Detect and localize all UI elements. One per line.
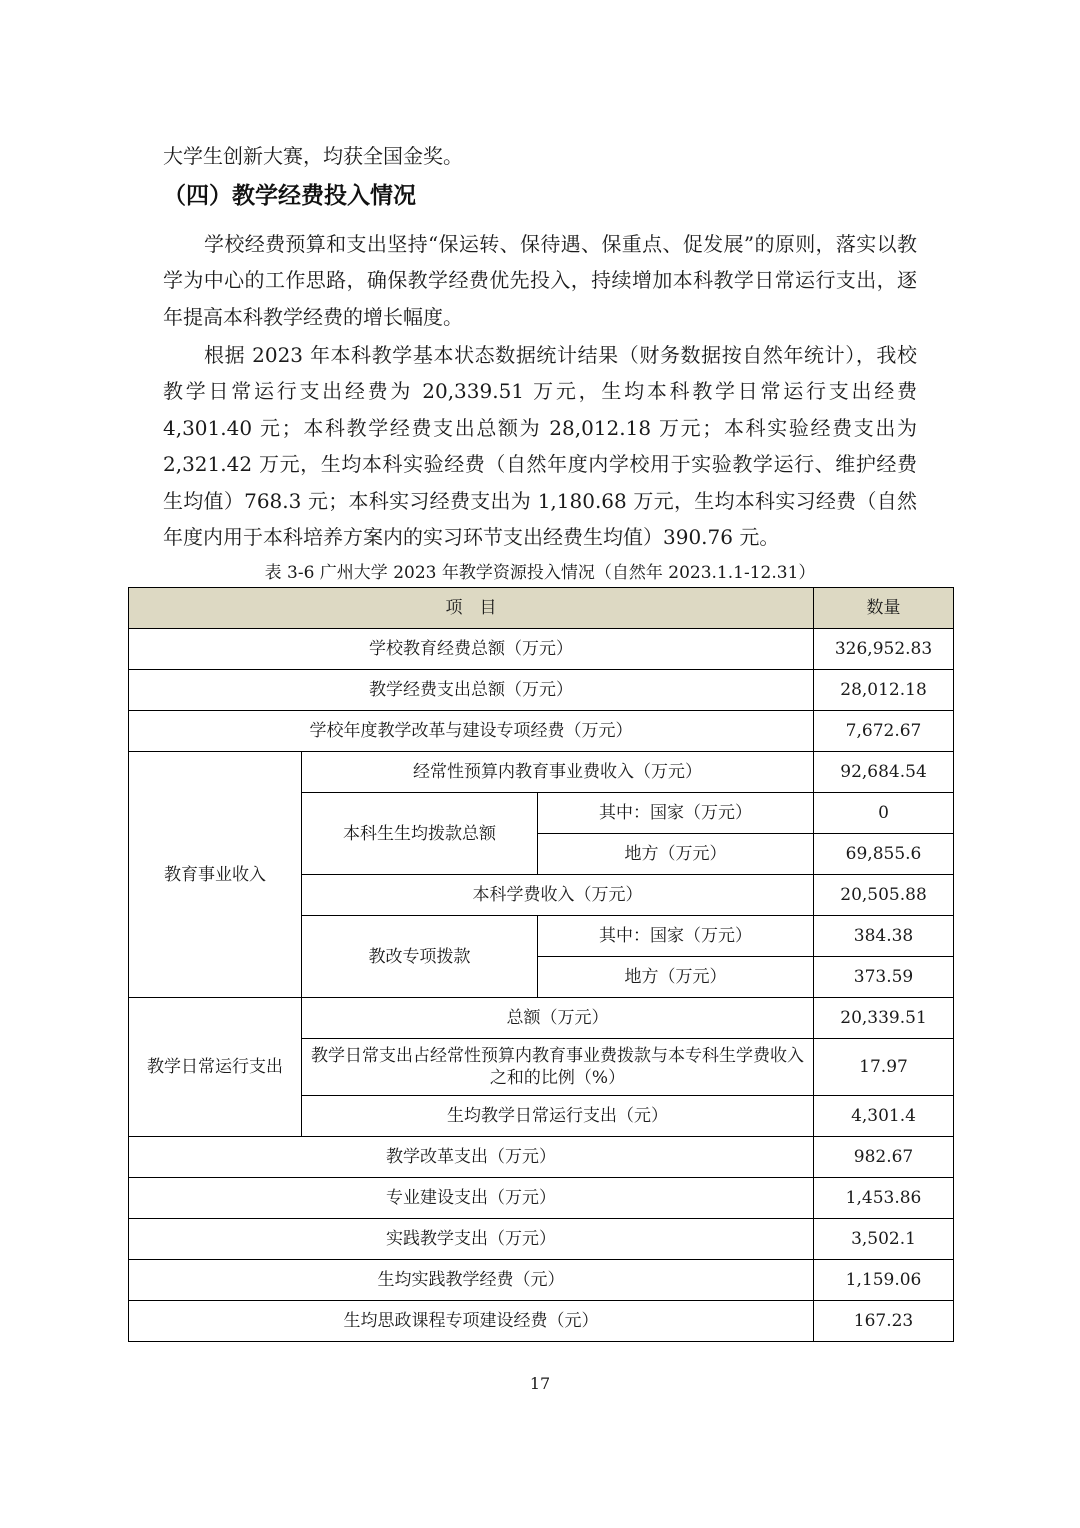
- resource-table: [128, 587, 954, 1342]
- row-value: 3,502.1: [814, 1219, 954, 1260]
- table-row: [129, 1137, 954, 1178]
- row-value: 1,159.06: [814, 1260, 954, 1301]
- table-caption: 表 3-6 广州大学 2023 年教学资源投入情况（自然年 2023.1.1-12.31）: [264, 563, 816, 583]
- row-value: 384.38: [814, 916, 954, 957]
- row-value: 92,684.54: [814, 752, 954, 793]
- subgroup-label: 本科生生均拨款总额: [302, 793, 538, 875]
- row-value: 373.59: [814, 957, 954, 998]
- row-value: 20,505.88: [814, 875, 954, 916]
- table-row: [129, 752, 954, 793]
- row-value: 0: [814, 793, 954, 834]
- table-row: [129, 1219, 954, 1260]
- row-value: 4,301.4: [814, 1096, 954, 1137]
- table-row: [129, 1260, 954, 1301]
- group-label-daily-operation: 教学日常运行支出: [129, 998, 302, 1137]
- row-label: 总额（万元）: [302, 998, 814, 1039]
- table-header-row: [129, 588, 954, 629]
- table-row: [129, 711, 954, 752]
- table-row: [129, 1178, 954, 1219]
- paragraph-budget-principle: 学校经费预算和支出坚持“保运转、保待遇、保重点、促发展”的原则，落实以教学为中心的工作思路，确保教学经费优先投入，持续增加本科教学日常运行支出，逐年提高本科教学经费的增长幅度。: [163, 232, 917, 329]
- row-value: 17.97: [814, 1039, 954, 1096]
- group-label-education-income: 教育事业收入: [129, 752, 302, 998]
- table-row: [129, 629, 954, 670]
- row-label: 地方（万元）: [538, 957, 814, 998]
- row-value: 7,672.67: [814, 711, 954, 752]
- row-value: 28,012.18: [814, 670, 954, 711]
- row-label: 教学经费支出总额（万元）: [129, 670, 814, 711]
- row-value: 982.67: [814, 1137, 954, 1178]
- row-label: 教学日常支出占经常性预算内教育事业费拨款与本专科生学费收入之和的比例（%）: [302, 1039, 814, 1096]
- row-label: 专业建设支出（万元）: [129, 1178, 814, 1219]
- table-row: [129, 998, 954, 1039]
- row-value: 167.23: [814, 1301, 954, 1342]
- row-label: 地方（万元）: [538, 834, 814, 875]
- row-label: 学校教育经费总额（万元）: [129, 629, 814, 670]
- subgroup-label: 教改专项拨款: [302, 916, 538, 998]
- row-label: 其中：国家（万元）: [538, 916, 814, 957]
- table-row: [129, 670, 954, 711]
- row-label: 生均教学日常运行支出（元）: [302, 1096, 814, 1137]
- row-value: 20,339.51: [814, 998, 954, 1039]
- row-label: 教学改革支出（万元）: [129, 1137, 814, 1178]
- page-number: 17: [529, 1374, 551, 1393]
- row-label: 实践教学支出（万元）: [129, 1219, 814, 1260]
- section-heading: （四）教学经费投入情况: [163, 183, 416, 209]
- row-value: 1,453.86: [814, 1178, 954, 1219]
- row-label: 本科学费收入（万元）: [302, 875, 814, 916]
- row-label: 生均实践教学经费（元）: [129, 1260, 814, 1301]
- row-label: 学校年度教学改革与建设专项经费（万元）: [129, 711, 814, 752]
- header-quantity: 数量: [814, 588, 954, 629]
- row-value: 326,952.83: [814, 629, 954, 670]
- header-item: 项 目: [129, 588, 814, 629]
- row-label: 其中：国家（万元）: [538, 793, 814, 834]
- paragraph-continuation: 大学生创新大赛，均获全国金奖。: [163, 144, 463, 168]
- row-label: 经常性预算内教育事业费收入（万元）: [302, 752, 814, 793]
- row-value: 69,855.6: [814, 834, 954, 875]
- row-label: 生均思政课程专项建设经费（元）: [129, 1301, 814, 1342]
- paragraph-statistics: 根据 2023 年本科教学基本状态数据统计结果（财务数据按自然年统计），我校教学日常运行支出经费为 20,339.51 万元，生均本科教学日常运行支出经费 4,301.40 元；本科教学经费支出总额为 28,012.18 万元；本科实验经费支出为 2,321.42 万元，生均本科实验经费（自然年度内学校用于实验教学运行、维护经费生均值）768.3 元；本科实习经费支出为 1,180.68 万元，生均本科实习经费（自然年度内用于本科培养方案内的实习环节支出经费生均值）390.76 元。: [163, 343, 917, 550]
- table-row: [129, 1301, 954, 1342]
